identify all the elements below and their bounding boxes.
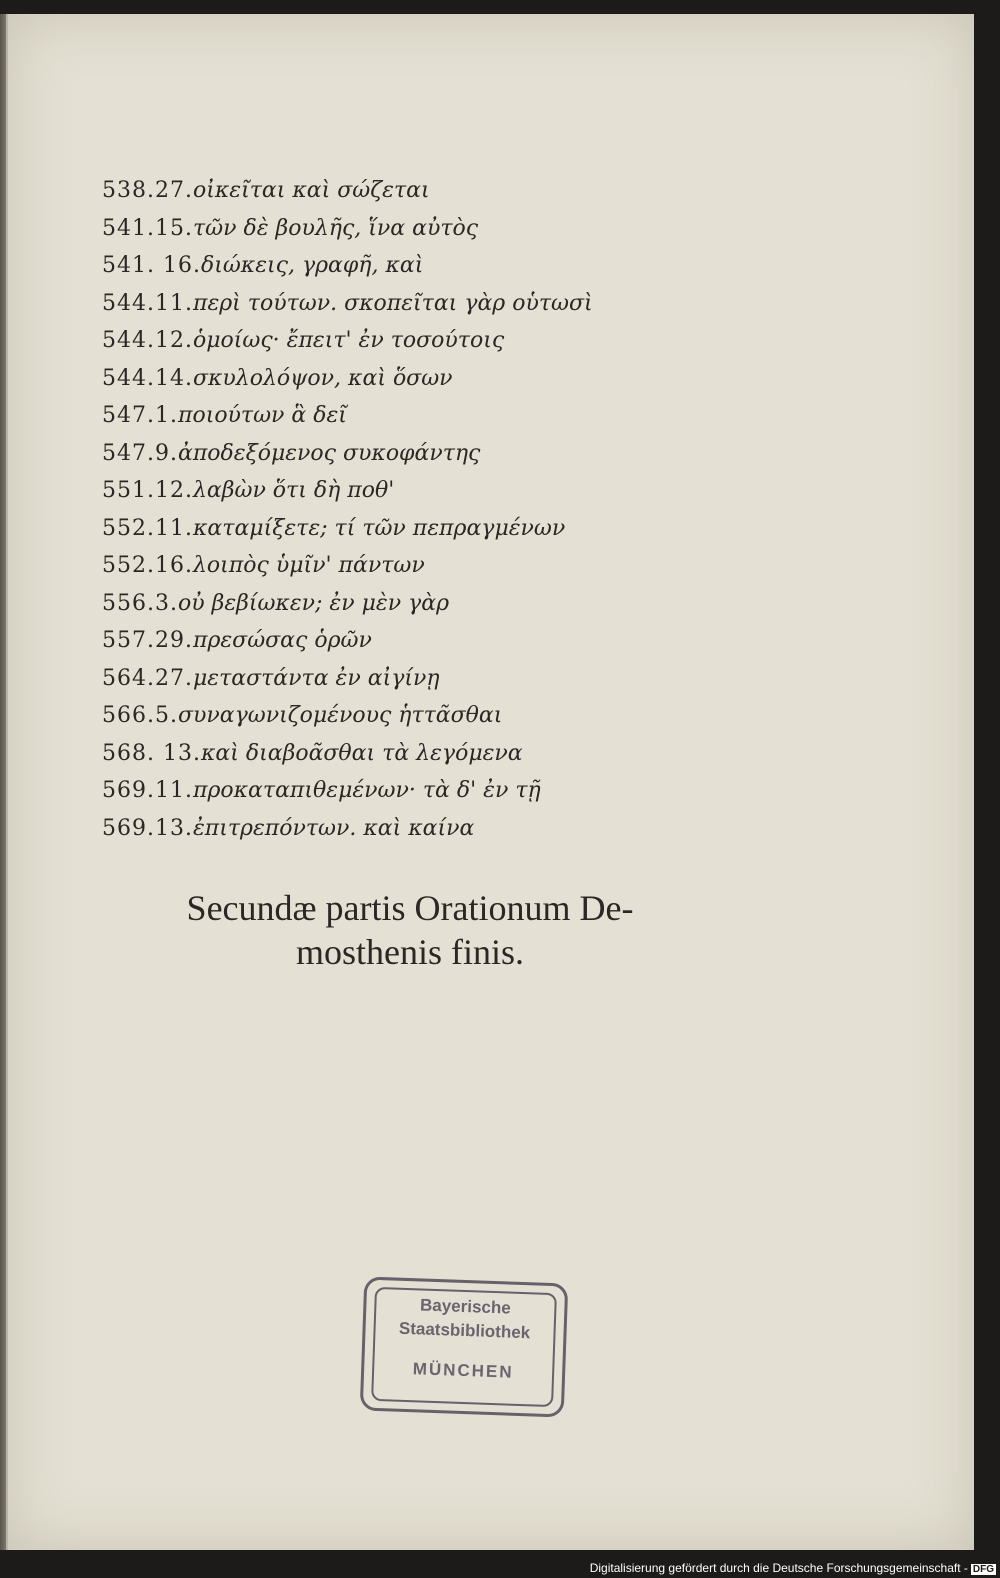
errata-correction: καταμίξετε; τί τῶν πεπραγμένων (192, 515, 566, 541)
colophon (160, 886, 660, 974)
errata-reference: 544.11. (102, 290, 193, 316)
errata-correction: οἰκεῖται καὶ σώζεται (192, 178, 430, 203)
errata-reference: 544.12. (102, 328, 193, 353)
errata-reference: 547.1. (102, 403, 178, 428)
errata-reference: 538.27. (102, 178, 193, 203)
errata-row (102, 472, 662, 510)
errata-row (102, 322, 662, 360)
errata-correction: ἀποδεξόμενος συκοφάντης (177, 440, 481, 466)
errata-correction: οὐ βεβίωκεν; ἐν μὲν γὰρ (177, 590, 449, 616)
errata-reference: 544.14. (102, 365, 193, 391)
errata-correction: ὁμοίως· ἔπειτ' ἐν τοσούτοις (192, 328, 505, 353)
errata-reference: 564.27. (102, 665, 193, 691)
errata-correction: ἐπιτρεπόντων. καὶ καίνα (192, 815, 475, 841)
errata-correction: μεταστάντα ἐν αἰγίνῃ (192, 665, 440, 691)
errata-row (102, 247, 662, 285)
errata-reference: 552.16. (102, 553, 193, 578)
errata-correction: καὶ διαβοᾶσθαι τὰ λεγόμενα (200, 740, 523, 766)
errata-reference: 551.12. (102, 478, 193, 503)
errata-correction: λοιπὸς ὑμῖν' πάντων (192, 553, 425, 578)
errata-row (102, 360, 662, 398)
digitization-credit (590, 1561, 996, 1575)
errata-row (102, 172, 662, 210)
credit-text: Digitalisierung gefördert durch die Deutsche Forschungsgemeinschaft - (589, 1561, 968, 1575)
stamp-line-2: Staatsbibliothek (398, 1318, 531, 1343)
errata-list (102, 172, 662, 847)
errata-correction: προκαταπιθεμένων· τὰ δ' ἐν τῇ (192, 778, 541, 803)
errata-reference: 556.3. (102, 590, 178, 616)
errata-row (102, 510, 662, 548)
errata-reference: 552.11. (102, 515, 193, 541)
errata-row (102, 585, 662, 623)
errata-correction: τῶν δὲ βουλῆς, ἵνα αὐτὸς (192, 215, 479, 241)
errata-row (102, 697, 662, 735)
colophon-line-2: mosthenis finis. (295, 932, 524, 972)
stamp-line-1: Bayerische (419, 1295, 512, 1318)
stamp-line-3: MÜNCHEN (412, 1359, 514, 1382)
errata-reference: 569.13. (102, 815, 193, 841)
errata-row (102, 285, 662, 323)
errata-correction: σκυλολόψον, καὶ ὅσων (192, 365, 453, 391)
errata-correction: συναγωνιζομένους ἡττᾶσθαι (177, 703, 503, 728)
errata-row (102, 622, 662, 660)
errata-row (102, 435, 662, 473)
errata-reference: 547.9. (102, 440, 178, 466)
errata-reference: 566.5. (102, 703, 178, 728)
errata-reference: 541. 16. (102, 253, 201, 278)
errata-row (102, 660, 662, 698)
errata-correction: ποιούτων ἃ δεῖ (177, 403, 347, 428)
errata-reference: 568. 13. (102, 740, 201, 766)
library-stamp (360, 1276, 569, 1417)
errata-row (102, 397, 662, 435)
colophon-line-1: Secundæ partis Orationum De- (186, 888, 634, 928)
errata-reference: 569.11. (102, 778, 193, 803)
errata-row (102, 210, 662, 248)
errata-correction: διώκεις, γραφῆ, καὶ (200, 253, 424, 278)
errata-row (102, 547, 662, 585)
errata-row (102, 810, 662, 848)
dfg-logo: DFG (972, 1564, 994, 1575)
errata-reference: 557.29. (102, 628, 193, 653)
errata-row (102, 735, 662, 773)
errata-row (102, 772, 662, 810)
errata-reference: 541.15. (102, 215, 193, 241)
errata-correction: λαβὼν ὅτι δὴ ποθ' (192, 478, 395, 503)
errata-correction: περὶ τούτων. σκοπεῖται γὰρ οὑτωσὶ (192, 290, 593, 316)
errata-correction: πρεσώσας ὁρῶν (192, 628, 372, 653)
